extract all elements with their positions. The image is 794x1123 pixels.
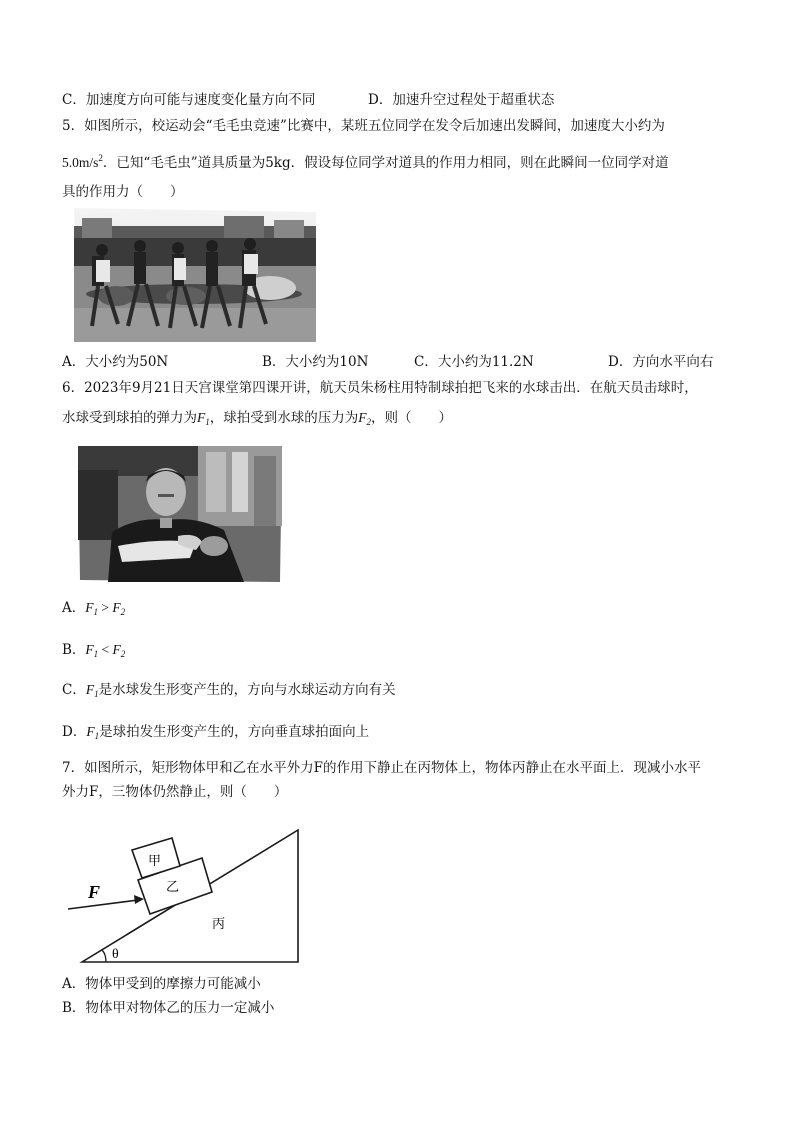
symbol-f2 xyxy=(113,642,126,657)
angle-arc xyxy=(102,950,106,962)
q6-stem-line2 xyxy=(62,408,452,432)
f-letter: F xyxy=(85,682,95,697)
symbol-f1 xyxy=(86,682,99,697)
symbol-f1 xyxy=(197,410,210,425)
q7-stem-line2: 外力F，三物体仍然静止，则（ ） xyxy=(62,784,288,800)
incline-blocks-diagram xyxy=(62,810,302,970)
force-arrow-line xyxy=(68,900,138,909)
f-letter: F xyxy=(112,600,121,615)
q5-stem-line2 xyxy=(62,148,669,173)
q6-option-b xyxy=(62,640,125,664)
q6-stem-line2-a: 水球受到球拍的弹力为 xyxy=(62,410,197,426)
q6-option-d-prefix: D． xyxy=(62,724,87,740)
label-yi: 乙 xyxy=(166,880,180,895)
subscript-1: 1 xyxy=(93,649,99,659)
q6-option-c-text: 是水球发生形变产生的，方向与水球运动方向有关 xyxy=(98,682,396,698)
f-letter: F xyxy=(85,642,94,657)
symbol-f1 xyxy=(85,642,98,657)
q6-stem-line1: 6．2023年9月21日天宫课堂第四课开讲，航天员朱杨柱用特制球拍把飞来的水球击出．在航天员击球时， xyxy=(62,380,698,396)
f-letter: F xyxy=(197,410,206,425)
subscript-2: 2 xyxy=(366,417,371,427)
subscript-1: 1 xyxy=(94,731,100,741)
q6-option-c xyxy=(62,680,396,704)
label-angle-theta: θ xyxy=(112,947,119,962)
q6-stem-line2-c: ，则（ ） xyxy=(371,410,452,426)
subscript-2: 2 xyxy=(120,649,126,659)
q7-option-a: A．物体甲受到的摩擦力可能减小 xyxy=(62,976,261,992)
q5-stem-line2-rest: ．已知“毛毛虫”道具质量为5kg．假设每位同学对道具的作用力相同，则在此瞬间一位同学对道 xyxy=(102,155,669,171)
q5-option-c: C．大小约为11.2N xyxy=(414,354,534,370)
subscript-1: 1 xyxy=(205,417,210,427)
f-letter: F xyxy=(358,410,367,425)
f-letter: F xyxy=(85,600,94,615)
symbol-f2 xyxy=(112,600,125,615)
symbol-f2 xyxy=(358,410,371,425)
q5-accel-value: 5.0m/s xyxy=(62,155,99,170)
q7-option-b: B．物体甲对物体乙的压力一定减小 xyxy=(62,1000,275,1016)
q6-option-a xyxy=(62,598,125,622)
q5-accel-exp: 2 xyxy=(98,153,103,163)
f-letter: F xyxy=(112,642,121,657)
q6-option-d-text: 是球拍发生形变产生的，方向垂直球拍面向上 xyxy=(99,724,370,740)
q6-option-c-prefix: C． xyxy=(62,682,86,698)
less-than-sign: < xyxy=(98,642,113,657)
q6-option-a-prefix: A． xyxy=(62,600,86,616)
q5-stem-line1: 5．如图所示，校运动会“毛毛虫竞速”比赛中，某班五位同学在发令后加速出发瞬间，加速度大小约为 xyxy=(62,118,665,134)
label-force-f: F xyxy=(88,882,101,902)
q4-option-c: C．加速度方向可能与速度变化量方向不同 xyxy=(62,92,316,108)
greater-than-sign: > xyxy=(98,600,113,615)
subscript-1: 1 xyxy=(94,689,99,699)
q6-option-b-prefix: B． xyxy=(62,642,86,658)
q5-option-b: B．大小约为10N xyxy=(262,354,369,370)
q4-option-d: D．加速升空过程处于超重状态 xyxy=(368,92,555,108)
symbol-f1 xyxy=(85,600,98,615)
caterpillar-race-photo xyxy=(74,208,316,342)
q6-option-d xyxy=(62,722,369,746)
force-arrow-head xyxy=(134,895,144,904)
q5-option-d: D．方向水平向右 xyxy=(608,354,714,370)
q5-option-a: A．大小约为50N xyxy=(62,354,169,370)
subscript-1: 1 xyxy=(93,607,98,617)
q7-stem-line1: 7．如图所示，矩形物体甲和乙在水平外力F的作用下静止在丙物体上，物体丙静止在水平面上．现减小水平 xyxy=(62,760,701,776)
subscript-2: 2 xyxy=(120,607,126,617)
label-bing: 丙 xyxy=(212,917,226,932)
symbol-f1 xyxy=(86,724,99,739)
f-letter: F xyxy=(86,724,95,739)
astronaut-water-ball-photo xyxy=(78,446,282,582)
label-jia: 甲 xyxy=(148,854,162,869)
q6-stem-line2-b: ，球拍受到水球的压力为 xyxy=(209,410,359,426)
q5-stem-line3: 具的作用力（ ） xyxy=(62,184,184,200)
